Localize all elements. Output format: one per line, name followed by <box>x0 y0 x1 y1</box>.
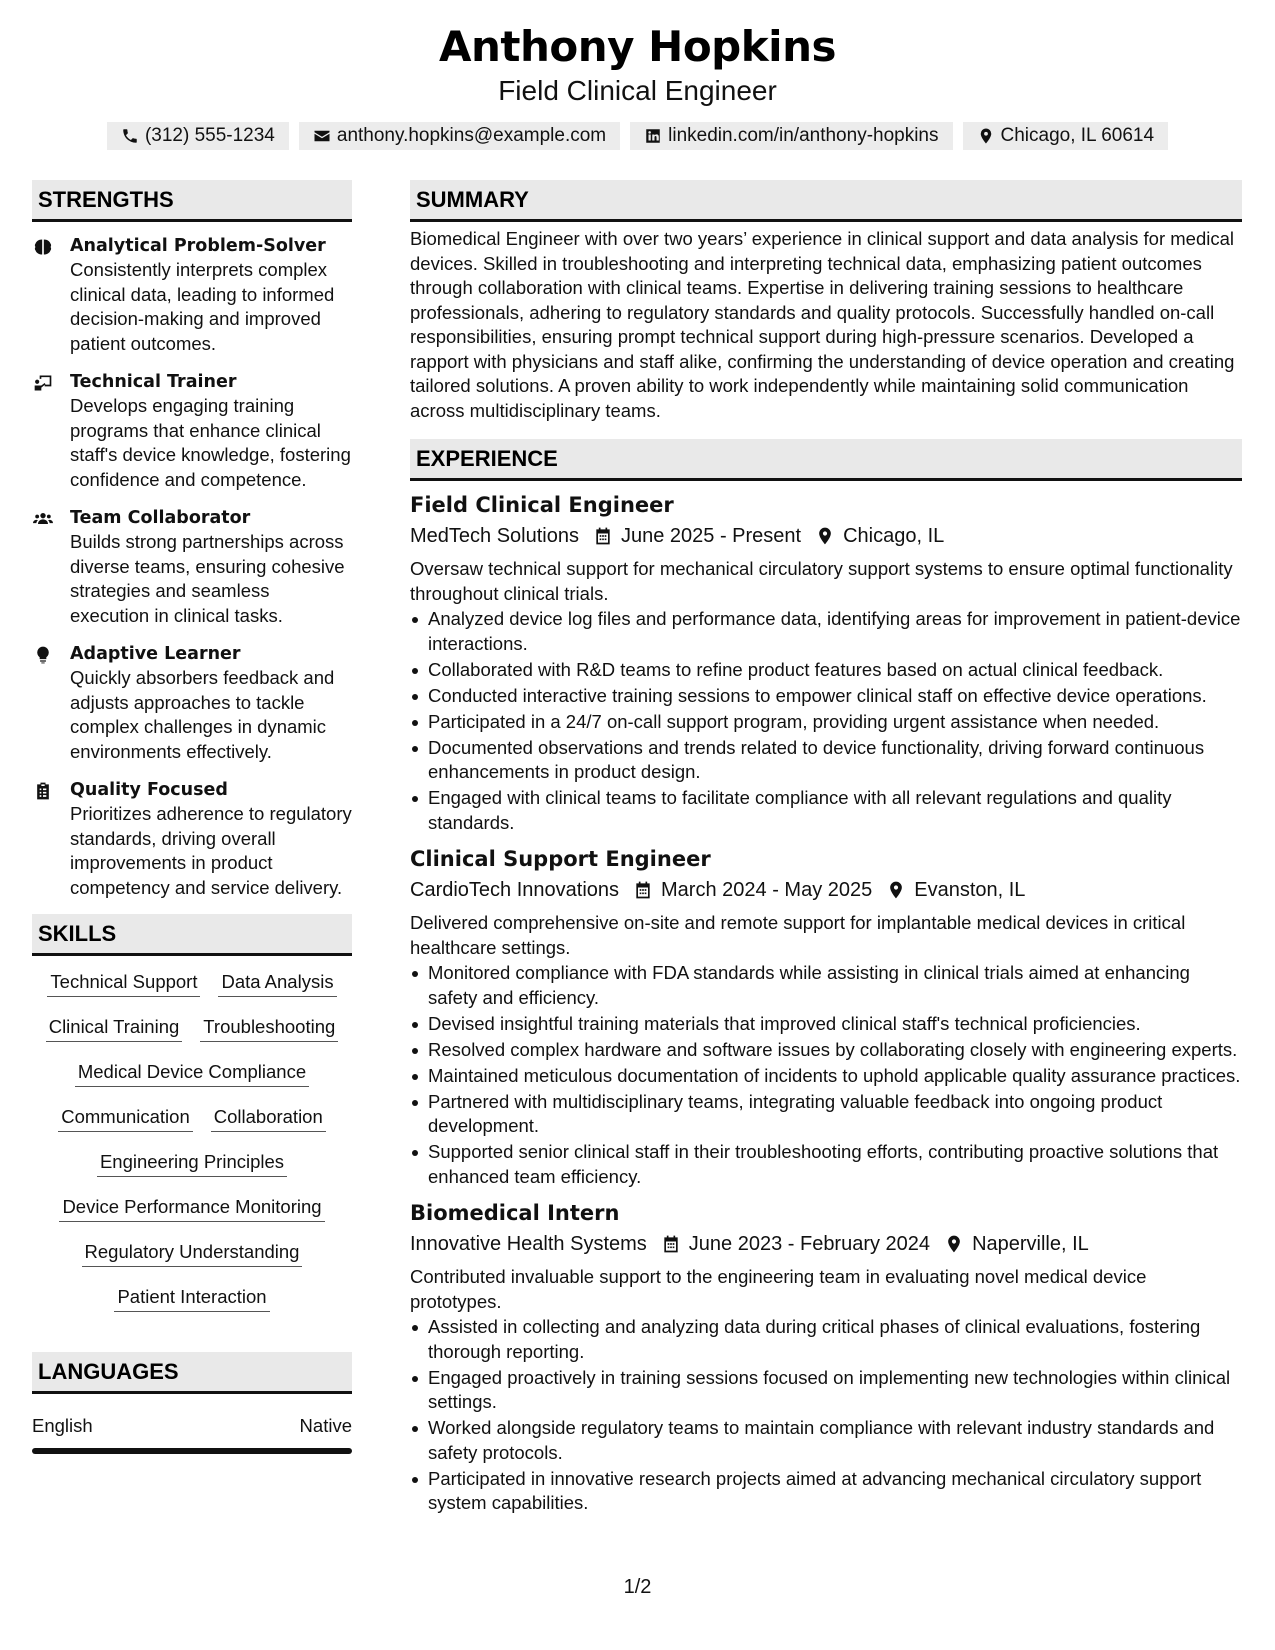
job-title: Field Clinical Engineer <box>410 493 674 517</box>
skill-tag: Troubleshooting <box>200 1015 338 1042</box>
job-location: Chicago, IL <box>843 525 945 547</box>
strength-item <box>32 778 352 900</box>
job-bullet: Documented observations and trends related to device functionality, driving forward continuous enhancements in product design. <box>410 736 1242 785</box>
skills-heading: SKILLS <box>32 914 352 956</box>
language-item <box>32 1414 352 1438</box>
job-bullet: Assisted in collecting and analyzing data during critical phases of clinical evaluations, fostering thorough reporting. <box>410 1315 1242 1364</box>
job-bullets <box>410 961 1242 1189</box>
language-level: Native <box>299 1415 352 1436</box>
job-bullet: Worked alongside regulatory teams to maintain compliance with relevant industry standards and safety protocols. <box>410 1416 1242 1465</box>
skills-list <box>32 970 352 1312</box>
skill-tag: Medical Device Compliance <box>75 1060 309 1087</box>
left-column <box>32 180 352 1454</box>
lightbulb-icon <box>32 645 54 665</box>
job-bullet: Supported senior clinical staff in their troubleshooting efforts, contributing proactive solutions that enhanced team efficiency. <box>410 1140 1242 1189</box>
job-bullet: Partnered with multidisciplinary teams, integrating valuable feedback into ongoing product development. <box>410 1090 1242 1139</box>
job-entry <box>410 1199 1242 1516</box>
job-bullet: Conducted interactive training sessions to empower clinical staff on effective device operations. <box>410 684 1242 709</box>
chalkboard-teacher-icon <box>32 373 54 393</box>
strength-title: Team Collaborator <box>70 508 251 528</box>
location-pin-icon <box>886 880 906 900</box>
summary-heading: SUMMARY <box>410 180 1242 222</box>
job-bullet: Participated in a 24/7 on-call support program, providing urgent assistance when needed. <box>410 710 1242 735</box>
job-bullet: Analyzed device log files and performance data, identifying areas for improvement in patient-device interactions. <box>410 607 1242 656</box>
skill-tag: Device Performance Monitoring <box>59 1195 324 1222</box>
job-dates: June 2025 - Present <box>620 525 802 547</box>
strength-title: Adaptive Learner <box>70 644 241 664</box>
job-bullet: Collaborated with R&D teams to refine product features based on actual clinical feedback. <box>410 658 1242 683</box>
skill-tag: Data Analysis <box>218 970 336 997</box>
job-meta <box>410 875 1242 905</box>
skill-tag: Collaboration <box>211 1105 326 1132</box>
envelope-icon <box>313 127 331 145</box>
resume-header <box>0 22 1275 150</box>
strength-desc: Quickly absorbers feedback and adjusts approaches to tackle complex challenges in dynamic environments effectively. <box>70 667 335 762</box>
calendar-icon <box>633 880 653 900</box>
contact-phone[interactable] <box>107 122 289 150</box>
language-name: English <box>32 1415 93 1436</box>
skill-tag: Technical Support <box>47 970 200 997</box>
job-dates: June 2023 - February 2024 <box>688 1233 931 1255</box>
job-description: Delivered comprehensive on-site and remote support for implantable medical devices in critical healthcare settings. <box>410 912 1186 958</box>
strengths-list <box>32 234 352 900</box>
calendar-icon <box>593 526 613 546</box>
contact-phone-text: (312) 555-1234 <box>144 125 275 146</box>
job-bullet: Maintained meticulous documentation of incidents to uphold applicable quality assurance practices. <box>410 1064 1242 1089</box>
strength-desc: Develops engaging training programs that enhance clinical staff's device knowledge, fostering confidence and competence. <box>70 395 351 490</box>
job-bullet: Engaged proactively in training sessions focused on implementing new technologies within clinical settings. <box>410 1366 1242 1415</box>
users-icon <box>32 509 54 529</box>
job-bullet: Devised insightful training materials that improved clinical staff's technical proficiencies. <box>410 1012 1242 1037</box>
job-bullet: Participated in innovative research projects aimed at advancing mechanical circulatory support system capabilities. <box>410 1467 1242 1516</box>
experience-heading: EXPERIENCE <box>410 439 1242 481</box>
contact-location <box>963 122 1169 150</box>
contact-linkedin-text: linkedin.com/in/anthony-hopkins <box>668 125 939 146</box>
skill-tag: Regulatory Understanding <box>82 1240 303 1267</box>
job-dates: March 2024 - May 2025 <box>661 879 873 901</box>
strength-title: Technical Trainer <box>70 372 237 392</box>
job-bullets <box>410 1315 1242 1516</box>
clipboard-list-icon <box>32 781 54 801</box>
location-pin-icon <box>815 526 835 546</box>
strength-desc: Consistently interprets complex clinical data, leading to informed decision-making and improved patient outcomes. <box>70 259 335 354</box>
skill-tag: Patient Interaction <box>114 1285 269 1312</box>
page-number: 1/2 <box>623 1576 652 1598</box>
job-company: MedTech Solutions <box>410 525 579 547</box>
job-description: Oversaw technical support for mechanical circulatory support systems to ensure optimal functionality throughout clinical trials. <box>410 558 1233 604</box>
contact-location-text: Chicago, IL 60614 <box>1000 125 1155 146</box>
calendar-icon <box>661 1234 681 1254</box>
job-company: CardioTech Innovations <box>410 879 620 901</box>
strength-desc: Builds strong partnerships across diverse teams, ensuring cohesive strategies and seamless execution in clinical tasks. <box>70 531 345 626</box>
job-bullet: Resolved complex hardware and software issues by collaborating closely with engineering experts. <box>410 1038 1242 1063</box>
strength-item <box>32 370 352 492</box>
candidate-name: Anthony Hopkins <box>439 22 836 71</box>
contact-email-text: anthony.hopkins@example.com <box>336 125 607 146</box>
job-bullet: Monitored compliance with FDA standards while assisting in clinical trials aimed at enhancing safety and efficiency. <box>410 961 1242 1010</box>
job-entry <box>410 845 1242 1189</box>
phone-icon <box>121 127 139 145</box>
job-bullets <box>410 607 1242 835</box>
strength-item <box>32 642 352 764</box>
job-entry <box>410 491 1242 835</box>
job-bullet: Engaged with clinical teams to facilitate compliance with all relevant regulations and quality standards. <box>410 786 1242 835</box>
job-description: Contributed invaluable support to the engineering team in evaluating novel medical device prototypes. <box>410 1266 1147 1312</box>
job-meta <box>410 521 1242 551</box>
job-title: Biomedical Intern <box>410 1201 620 1225</box>
strength-item <box>32 234 352 356</box>
brain-icon <box>32 237 54 257</box>
strength-title: Analytical Problem-Solver <box>70 236 326 256</box>
job-company: Innovative Health Systems <box>410 1233 647 1255</box>
contact-email[interactable] <box>299 122 620 150</box>
candidate-title: Field Clinical Engineer <box>498 75 777 106</box>
right-column <box>410 180 1242 1517</box>
skill-tag: Engineering Principles <box>97 1150 287 1177</box>
strength-desc: Prioritizes adherence to regulatory standards, driving overall improvements in product competency and service delivery. <box>70 803 352 898</box>
job-meta <box>410 1229 1242 1259</box>
skill-tag: Clinical Training <box>46 1015 183 1042</box>
job-location: Evanston, IL <box>914 879 1026 901</box>
linkedin-icon <box>644 127 662 145</box>
location-pin-icon <box>944 1234 964 1254</box>
skill-tag: Communication <box>58 1105 193 1132</box>
location-pin-icon <box>977 127 995 145</box>
strength-item <box>32 506 352 628</box>
job-title: Clinical Support Engineer <box>410 847 711 871</box>
strengths-heading: STRENGTHS <box>32 180 352 222</box>
summary-text: Biomedical Engineer with over two years’ experience in clinical support and data analysis for medical devices. Skilled in troubleshooting and interpreting technical data, emphasizing patient outcomes through collaboration with clinical teams. Expertise in delivering training sessions to healthcare professionals, adhering to regulatory standards and quality protocols. Successfully handled on-call responsibilities, ensuring prompt technical support during high-pressure scenarios. Developed a rapport with physicians and staff alike, confirming the understanding of device operation and creating tailored solutions. A proven ability to work independently while maintaining solid communication across multidisciplinary teams. <box>410 228 1235 421</box>
contact-bar <box>0 122 1275 150</box>
languages-heading: LANGUAGES <box>32 1352 352 1394</box>
contact-linkedin[interactable] <box>630 122 952 150</box>
strength-title: Quality Focused <box>70 780 228 800</box>
language-proficiency-bar <box>32 1448 352 1454</box>
job-location: Naperville, IL <box>972 1233 1089 1255</box>
